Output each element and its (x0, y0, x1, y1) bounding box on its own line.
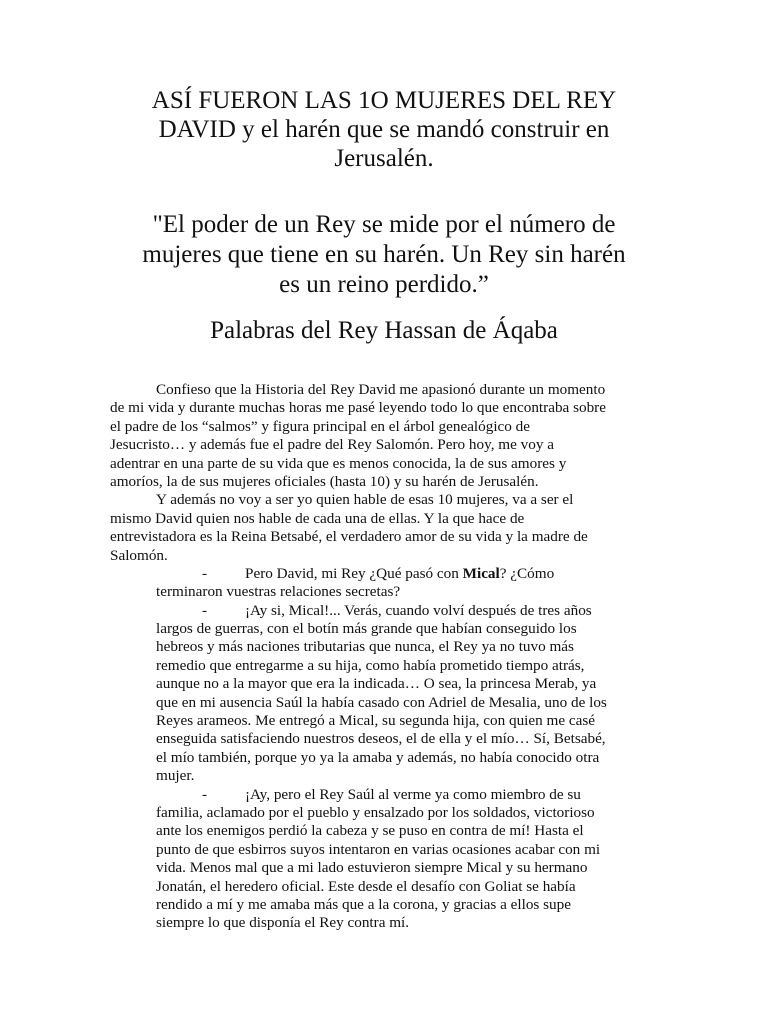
dialogue-line: aunque no a la mayor que era la indicada… O sea, la princesa Merab, ya (156, 675, 597, 693)
dialogue-line: Jonatán, el heredero oficial. Este desde el desafío con Goliat se había (156, 877, 576, 895)
paragraph-line: amoríos, la de sus mujeres oficiales (hasta 10) y su harén de Jerusalén. (110, 472, 539, 490)
body-text (110, 381, 670, 933)
paragraph-line: entrevistadora es la Reina Betsabé, el verdadero amor de su vida y la madre de (110, 528, 588, 546)
dialogue-line: enseguida satisfaciendo nuestros deseos, el de ella y el mío… Sí, Betsabé, (156, 730, 606, 748)
quote-line: es un reino perdido.” (279, 271, 489, 298)
dialogue-text: ? ¿Cómo (499, 564, 555, 582)
paragraph-line: Salomón. (110, 546, 168, 564)
dialogue-line: Reyes arameos. Me entregó a Mical, su segunda hija, con quien me casé (156, 712, 596, 730)
dialogue-line: el mío también, porque yo ya la amaba y además, no había conocido otra (156, 748, 600, 766)
dialogue-line: punto de que esbirros suyos intentaron en varias ocasiones acabar con mi (156, 840, 601, 858)
paragraph-line: de mi vida y durante muchas horas me pasé leyendo todo lo que encontraba sobre (110, 399, 606, 417)
dialogue-line: ante los enemigos perdió la cabeza y se puso en contra de mí! Hasta el (156, 822, 584, 840)
paragraph-line: el padre de los “salmos” y figura principal en el árbol genealógico de (110, 417, 531, 435)
dialogue-dash: - (202, 564, 208, 582)
paragraph-line: adentrar en una parte de su vida que es menos conocida, la de sus amores y (110, 454, 567, 472)
quote-line: mujeres que tiene en su harén. Un Rey sin harén (142, 241, 626, 268)
dialogue-text: ¡Ay, pero el Rey Saúl al verme ya como miembro de su (245, 785, 581, 803)
dialogue-text: Pero David, mi Rey ¿Qué pasó con (245, 564, 463, 582)
dialogue-line: que en mi ausencia Saúl la había casado con Adriel de Mesalia, uno de los (156, 693, 607, 711)
dialogue-line: rendido a mí y me amaba más que a la corona, y gracias a ellos supe (156, 895, 571, 913)
dialogue-line: remedio que entregarme a su hija, como había prometido tiempo atrás, (156, 656, 585, 674)
dialogue-line: terminaron vuestras relaciones secretas? (156, 583, 401, 601)
dialogue-line (110, 786, 670, 804)
quote-line: "El poder de un Rey se mide por el número de (152, 211, 616, 238)
paragraph-line: Jesucristo… y además fue el padre del Rey Salomón. Pero hoy, me voy a (110, 436, 554, 454)
dialogue-dash: - (202, 601, 208, 619)
title-line: ASÍ FUERON LAS 1O MUJERES DEL REY (151, 87, 617, 114)
title-line: DAVID y el harén que se mandó construir en (158, 116, 610, 143)
dialogue-line: siempre lo que disponía el Rey contra mí. (156, 914, 410, 932)
paragraph-line: mismo David quien nos hable de cada una de ellas. Y la que hace de (110, 509, 525, 527)
dialogue-line (110, 565, 670, 583)
dialogue-dash: - (202, 785, 208, 803)
dialogue-line: hebreos y más naciones tributarias que nunca, el Rey ya no tuvo más (156, 638, 574, 656)
paragraph-line: Confieso que la Historia del Rey David me apasionó durante un momento (156, 381, 606, 398)
document-title (80, 86, 688, 173)
quote-attribution: Palabras del Rey Hassan de Áqaba (210, 317, 558, 344)
dialogue-text: ¡Ay si, Mical!... Verás, cuando volví después de tres años (245, 601, 592, 619)
dialogue-line: largos de guerras, con el botín más grande que habían conseguido los (156, 620, 577, 638)
dialogue-line: vida. Menos mal que a mi lado estuvieron siempre Mical y su hermano (156, 859, 588, 877)
paragraph-line: Y además no voy a ser yo quien hable de esas 10 mujeres, va a ser el (156, 491, 574, 509)
title-line: Jerusalén. (334, 145, 434, 172)
epigraph-quote (80, 210, 688, 300)
dialogue-line (110, 602, 670, 620)
dialogue-line: mujer. (156, 767, 195, 785)
dialogue-name-mical: Mical (462, 564, 500, 582)
dialogue-line: familia, aclamado por el pueblo y ensalzado por los soldados, victorioso (156, 803, 595, 821)
